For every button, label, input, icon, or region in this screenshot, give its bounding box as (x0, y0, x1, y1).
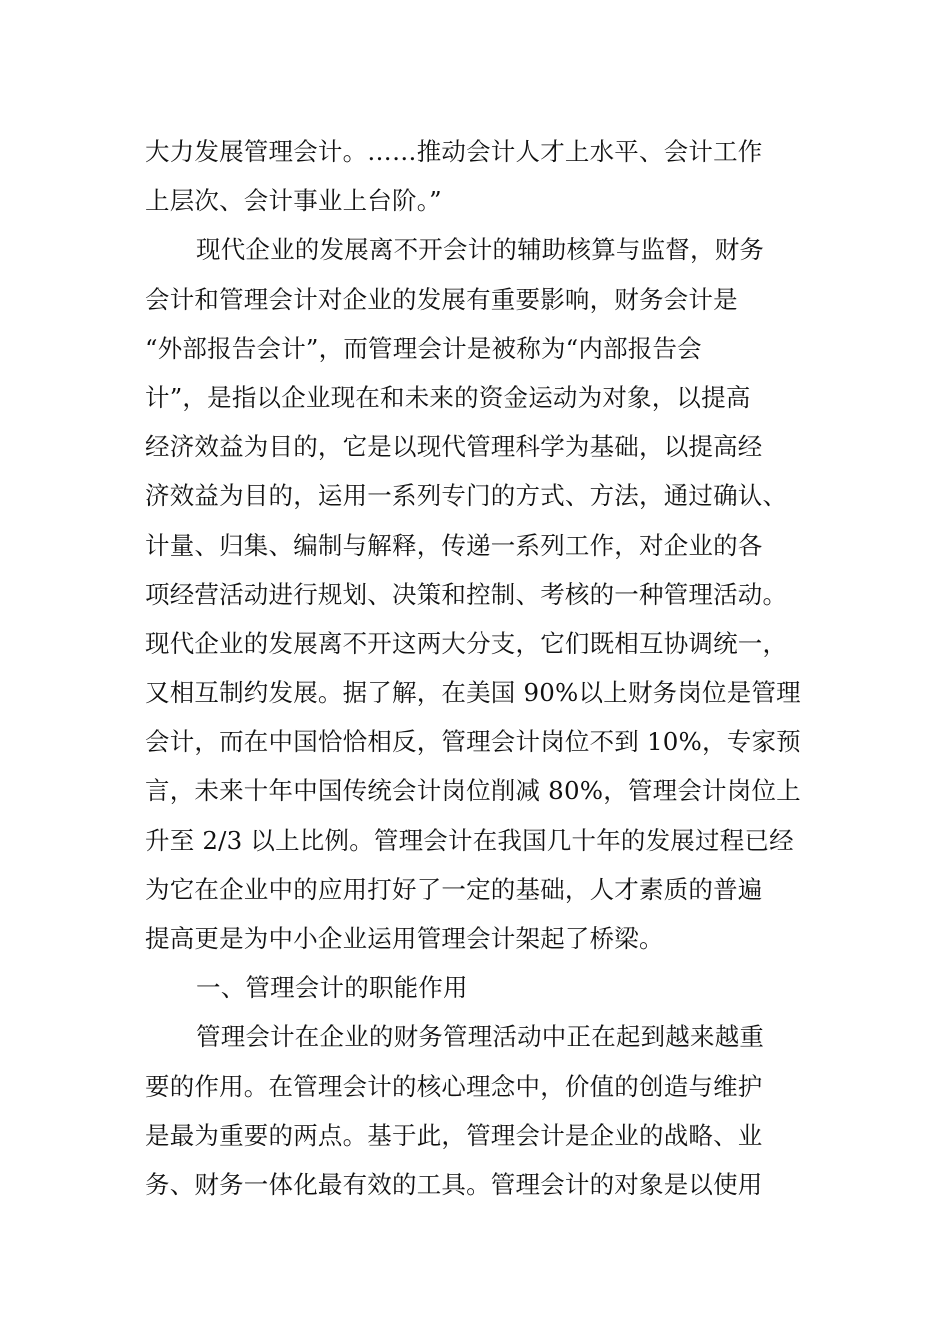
text-line: 升至 2/3 以上比例。管理会计在我国几十年的发展过程已经 (145, 825, 794, 855)
text-line: 上层次、会计事业上台阶。” (145, 186, 442, 216)
text-line: 经济效益为目的，它是以现代管理科学为基础，以提高经 (145, 432, 763, 462)
text-line: 大力发展管理会计。……推动会计人才上水平、会计工作 (145, 137, 763, 166)
text-line: 为它在企业中的应用打好了一定的基础，人才素质的普遍 (145, 874, 763, 904)
document-body (145, 127, 810, 1209)
section-heading: 一、管理会计的职能作用 (196, 973, 468, 1003)
text-line: 要的作用。在管理会计的核心理念中，价值的创造与维护 (145, 1071, 763, 1101)
text-line: 言，未来十年中国传统会计岗位削减 80%，管理会计岗位上 (145, 776, 801, 806)
text-line: 计”，是指以企业现在和未来的资金运动为对象，以提高 (145, 382, 751, 412)
text-line: 务、财务一体化最有效的工具。管理会计的对象是以使用 (145, 1169, 763, 1199)
paragraph-start-line: 现代企业的发展离不开会计的辅助核算与监督，财务 (196, 235, 765, 265)
text-line: 又相互制约发展。据了解，在美国 90%以上财务岗位是管理 (145, 678, 801, 708)
text-line: 是最为重要的两点。基于此，管理会计是企业的战略、业 (145, 1120, 763, 1150)
paragraph-start-line: 管理会计在企业的财务管理活动中正在起到越来越重 (196, 1022, 765, 1052)
text-line: 提高更是为中小企业运用管理会计架起了桥梁。 (145, 924, 664, 953)
text-line: 项经营活动进行规划、决策和控制、考核的一种管理活动。 (145, 579, 788, 609)
text-line: 会计和管理会计对企业的发展有重要影响，财务会计是 (145, 284, 738, 314)
text-line: “外部报告会计”，而管理会计是被称为“内部报告会 (145, 333, 702, 363)
text-line: 会计，而在中国恰恰相反，管理会计岗位不到 10%，专家预 (145, 727, 801, 757)
text-line: 现代企业的发展离不开这两大分支，它们既相互协调统一， (145, 628, 788, 658)
text-line: 济效益为目的，运用一系列专门的方式、方法，通过确认、 (145, 481, 788, 511)
text-line: 计量、归集、编制与解释，传递一系列工作，对企业的各 (145, 530, 763, 560)
